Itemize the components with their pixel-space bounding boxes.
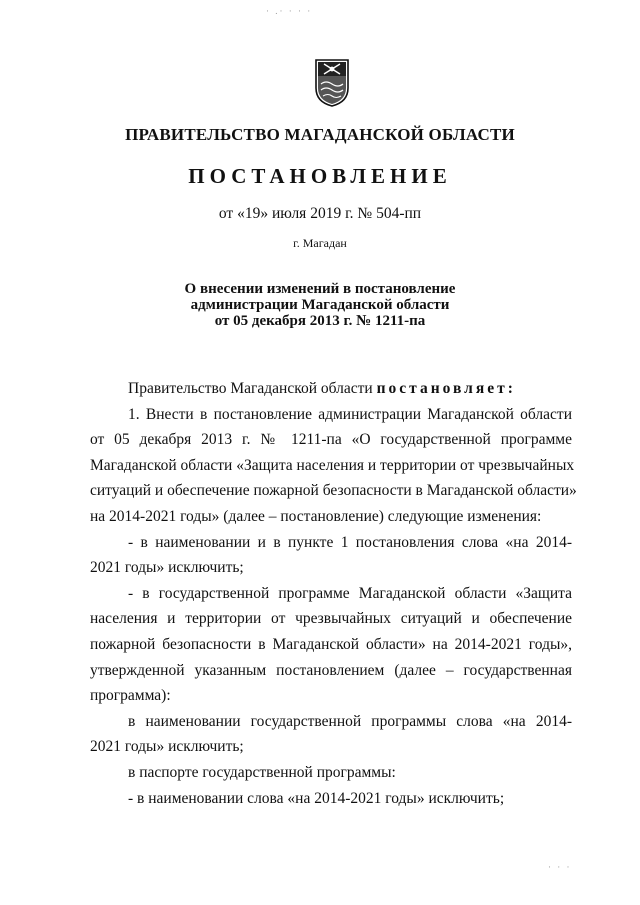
decree-word: постановляет: <box>376 380 516 397</box>
subject-line: от 05 декабря 2013 г. № 1211-па <box>214 313 426 329</box>
scan-artifact: · .· · · · <box>266 6 313 16</box>
body-line: - в наименовании и в пункте 1 постановления слова «на 2014- <box>128 533 572 551</box>
body-line: - в государственной программе Магаданской области «Защита <box>128 584 572 602</box>
body-line: от 05 декабря 2013 г. № 1211-па «О государственной программе <box>90 431 572 449</box>
subject-line: администрации Магаданской области <box>190 297 450 313</box>
body-line: в наименовании государственной программы слова «на 2014- <box>128 712 572 730</box>
body-line: программа): <box>90 687 171 705</box>
scan-artifact: · · · <box>548 862 572 872</box>
document-city: г. Магадан <box>293 236 347 250</box>
body-line: 2021 годы» исключить; <box>90 738 244 756</box>
document-type: ПОСТАНОВЛЕНИЕ <box>188 164 452 188</box>
body-line: - в наименовании слова «на 2014-2021 годы» исключить; <box>128 789 505 807</box>
document-subject <box>0 281 640 329</box>
document-date-number: от «19» июля 2019 г. № 504-пп <box>218 205 422 222</box>
body-line: 2021 годы» исключить; <box>90 559 244 577</box>
document-body <box>90 376 577 811</box>
body-line: на 2014-2021 годы» (далее – постановление) следующие изменения: <box>90 507 542 525</box>
body-line: Магаданской области «Защита населения и территории от чрезвычайных <box>90 456 575 474</box>
body-line: ситуаций и обеспечение пожарной безопасности в Магаданской области» <box>90 482 577 500</box>
subject-line: О внесении изменений в постановление <box>184 281 456 297</box>
body-line: населения и территории от чрезвычайных ситуаций и обеспечение <box>90 610 572 628</box>
body-line: утвержденной указанным постановлением (далее – государственная <box>90 661 572 679</box>
intro-line <box>90 376 572 402</box>
organization-title: ПРАВИТЕЛЬСТВО МАГАДАНСКОЙ ОБЛАСТИ <box>125 125 515 144</box>
body-line: пожарной безопасности в Магаданской области» на 2014-2021 годы», <box>90 635 572 653</box>
body-line: в паспорте государственной программы: <box>128 763 396 781</box>
coat-of-arms-icon <box>314 58 350 108</box>
intro-text: Правительство Магаданской области <box>128 380 373 397</box>
body-line: 1. Внести в постановление администрации Магаданской области <box>128 405 572 423</box>
